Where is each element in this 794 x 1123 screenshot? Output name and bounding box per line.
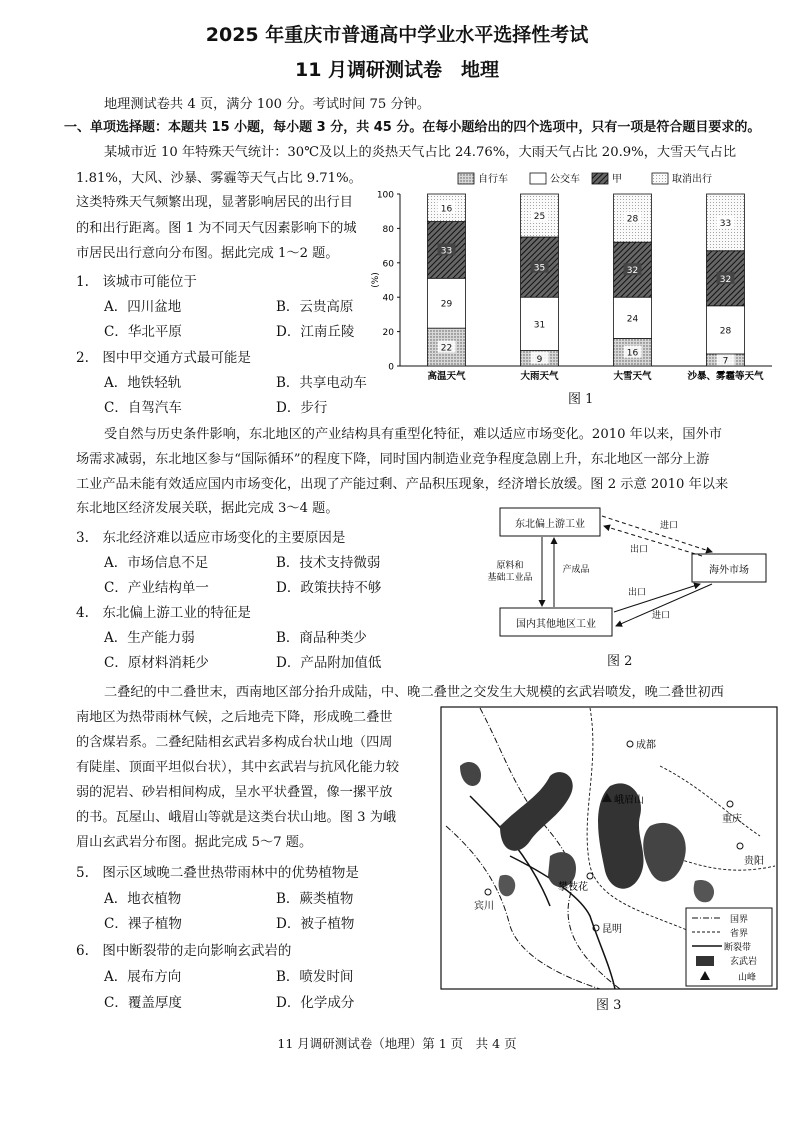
q5-option-b[interactable]: B．蕨类植物 [276,891,354,907]
q6-option-d[interactable]: D．化学成分 [276,995,355,1011]
question-2-stem: 2. 图中甲交通方式最可能是 [76,350,251,366]
data-label: 25 [533,212,546,222]
q4-option-b[interactable]: B．商品种类少 [276,630,367,646]
figure3-map [440,706,778,990]
legend-label: 自行车 [478,174,508,185]
passage2-line: 场需求减弱，东北地区参与“国际循环”的程度下降，同时国内制造业竞争程度急剧上升，东北地区一部分上游 [76,452,710,467]
q4-option-a[interactable]: A．生产能力弱 [104,630,195,646]
legend-fault-label: 断裂带 [724,943,752,953]
q3-option-b[interactable]: B．技术支持微弱 [276,555,381,571]
q1-option-d[interactable]: D．江南丘陵 [276,324,355,340]
data-label: 7 [722,356,729,367]
city-guiyang-label: 贵阳 [744,856,764,867]
box-northeast-upstream-label: 东北偏上游工业 [515,519,585,530]
exam-subtitle: 11 月调研测试卷 地理 [294,59,500,81]
city-emei-label: 峨眉山 [614,795,644,806]
passage2-line: 受自然与历史条件影响，东北地区的产业结构具有重型化特征，难以适应市场变化。2010 年以来，国外市 [104,427,722,442]
data-label: 31 [533,320,546,331]
passage1-line: 市居民出行意向分布图。据此完成 1～2 题。 [76,246,339,261]
passage2-line: 东北地区经济发展关联，据此完成 3～4 题。 [76,501,339,516]
arrow-top-export [602,516,712,552]
passage1-line: 某城市近 10 年特殊天气统计：30℃及以上的炎热天气占比 24.76%，大雨天气占比 20.9%，大雪天气占比 [104,145,737,160]
city-chengdu-label: 成都 [636,740,656,751]
city-chongqing-label: 重庆 [722,814,742,825]
passage3-line: 有陡崖、顶面平坦似台状），其中玄武岩与抗风化能力较 [76,760,400,775]
data-label: 16 [440,204,453,215]
q5-option-a[interactable]: A．地衣植物 [104,891,182,907]
q2-option-c[interactable]: C．自驾汽车 [104,400,182,416]
legend-peak-label: 山峰 [738,973,757,983]
y-tick-label: 60 [382,259,394,270]
data-label: 28 [719,326,732,337]
passage3-line: 眉山玄武岩分布图。据此完成 5～7 题。 [76,835,313,850]
q6-option-c[interactable]: C．覆盖厚度 [104,995,182,1011]
legend-label: 取消出行 [672,174,712,185]
q4-option-c[interactable]: C．原材料消耗少 [104,655,209,671]
q1-option-c[interactable]: C．华北平原 [104,324,182,340]
exam-title: 2025 年重庆市普通高中学业水平选择性考试 [205,24,589,46]
data-label: 32 [626,266,639,277]
label-raw-materials: 原料和 [496,561,524,571]
x-tick-label: 高温天气 [427,371,466,382]
q3-option-a[interactable]: A．市场信息不足 [104,555,209,571]
label-basic-industry: 基础工业品 [487,573,533,583]
q2-option-d[interactable]: D．步行 [276,400,328,416]
box-overseas-market-label: 海外市场 [709,565,749,576]
q1-option-b[interactable]: B．云贵高原 [276,299,354,315]
q4-option-d[interactable]: D．产品附加值低 [276,655,382,671]
data-label: 32 [719,274,732,285]
x-tick-label: 沙暴、雾霾等天气 [687,371,764,382]
passage3-line: 二叠纪的中二叠世末，西南地区部分抬升成陆，中、晚二叠世之交发生大规模的玄武岩喷发，晚二叠世初西 [104,685,724,700]
question-3-stem: 3. 东北经济难以适应市场变化的主要原因是 [76,530,346,546]
x-tick-label: 大雪天气 [613,371,652,382]
legend-swatch [530,173,546,184]
legend-label: 甲 [612,174,622,185]
data-label: 28 [626,214,639,225]
y-tick-label: 80 [382,224,394,235]
label-bottom-export: 出口 [628,588,647,598]
data-label: 22 [440,343,453,354]
q5-option-d[interactable]: D．被子植物 [276,916,355,932]
q5-option-c[interactable]: C．裸子植物 [104,916,182,932]
x-tick-label: 大雨天气 [520,371,559,382]
city-binchuan-label: 宾川 [474,901,494,912]
question-1-stem: 1. 该城市可能位于 [76,274,197,290]
data-label: 33 [440,246,453,257]
data-label: 9 [536,354,543,365]
arrow-top-import [604,526,702,556]
label-bottom-import: 进口 [652,611,671,621]
figure1-chart [370,168,780,386]
q3-option-c[interactable]: C．产业结构单一 [104,580,209,596]
data-label: 33 [719,218,732,229]
passage1-line: 这类特殊天气频繁出现，显著影响居民的出行目 [76,195,353,210]
question-6-stem: 6. 图中断裂带的走向影响玄武岩的 [76,943,292,959]
q6-option-b[interactable]: B．喷发时间 [276,969,354,985]
section-heading: 一、单项选择题：本题共 15 小题，每小题 3 分，共 45 分。在每小题给出的四个选项中，只有一项是符合题目要求的。 [64,120,761,135]
legend-swatch [652,173,668,184]
q6-option-a[interactable]: A．展布方向 [104,969,182,985]
y-tick-label: 100 [376,190,394,201]
legend-label: 公交车 [550,174,580,185]
label-top-export: 出口 [630,545,649,555]
label-finished-products: 产成品 [562,565,590,575]
figure3-caption: 图 3 [596,998,622,1013]
passage2-line: 工业产品未能有效适应国内市场变化，出现了产能过剩、产品积压现象，经济增长放缓。图 2 示意 2010 年以来 [76,477,729,492]
data-label: 29 [440,299,453,310]
passage1-line: 1.81%，大风、沙暴、雾霾等天气占比 9.71%。 [76,171,362,186]
q2-option-a[interactable]: A．地铁轻轨 [104,375,182,391]
label-top-import: 进口 [660,521,679,531]
figure1-caption: 图 1 [568,392,594,407]
q2-option-b[interactable]: B．共享电动车 [276,375,367,391]
y-axis-label: (%) [371,272,381,288]
passage3-line: 南地区为热带雨林气候，之后地壳下降，形成晚二叠世 [76,710,393,725]
data-label: 35 [533,263,546,274]
legend-swatch [458,173,474,184]
figure2-caption: 图 2 [607,654,633,669]
q1-option-a[interactable]: A．四川盆地 [104,299,182,315]
question-5-stem: 5. 图示区域晚二叠世热带雨林中的优势植物是 [76,865,359,881]
passage1-line: 的和出行距离。图 1 为不同天气因素影响下的城 [76,221,357,236]
figure2-diagram [480,500,780,650]
q3-option-d[interactable]: D．政策扶持不够 [276,580,382,596]
legend-basalt-symbol [696,956,714,966]
passage3-line: 弱的泥岩、砂岩相间构成，呈水平状叠置，像一摞平放 [76,785,393,800]
intro-line: 地理测试卷共 4 页，满分 100 分。考试时间 75 分钟。 [104,97,431,112]
box-domestic-industry-label: 国内其他地区工业 [516,619,596,630]
legend-national-border-label: 国界 [730,915,749,925]
data-label: 24 [626,314,639,325]
y-tick-label: 20 [382,328,394,339]
passage3-line: 的书。瓦屋山、峨眉山等就是这类台状山地。图 3 为峨 [76,810,397,825]
question-4-stem: 4. 东北偏上游工业的特征是 [76,605,251,621]
city-kunming-label: 昆明 [602,924,622,935]
page-footer: 11 月调研测试卷（地理）第 1 页 共 4 页 [277,1036,517,1051]
legend-province-border-label: 省界 [730,929,749,939]
legend-swatch [592,173,608,184]
legend-basalt-label: 玄武岩 [730,957,758,967]
city-panzhihua-label: 攀枝花 [558,882,588,893]
y-tick-label: 40 [382,293,394,304]
data-label: 16 [626,348,639,359]
y-tick-label: 0 [388,362,394,373]
passage3-line: 的含煤岩系。二叠纪陆相玄武岩多构成台状山地（四周 [76,735,393,750]
